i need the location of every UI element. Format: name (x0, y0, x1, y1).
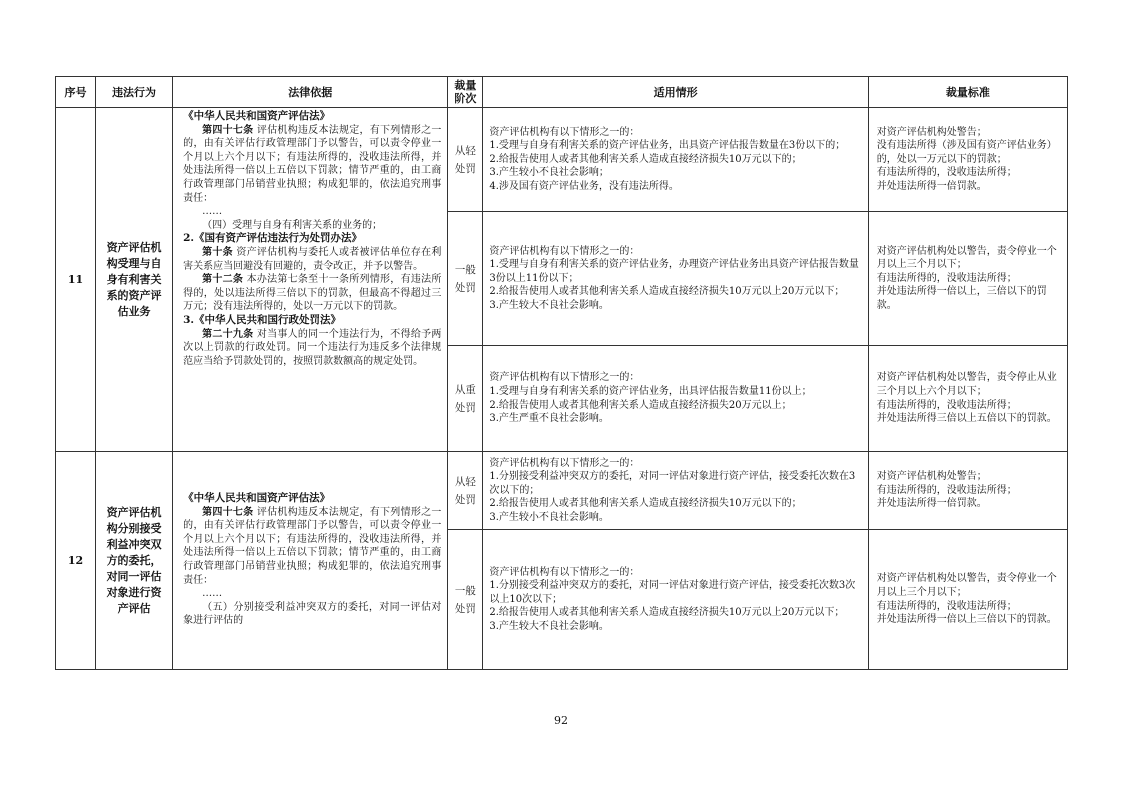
header-act: 违法行为 (96, 77, 173, 108)
row-number: 11 (56, 108, 96, 452)
article-title: 第十条 (202, 246, 233, 258)
legal-basis (173, 108, 448, 452)
discretion-standard: 对资产评估机构处警告； 有违法所得的，没收违法所得； 并处违法所得一倍罚款。 (868, 452, 1067, 530)
discretion-level: 从轻处罚 (448, 452, 483, 530)
discretion-level: 一般处罚 (448, 530, 483, 670)
page-number: 92 (554, 714, 568, 727)
discretion-level: 一般处罚 (448, 212, 483, 346)
discretion-standard: 对资产评估机构处以警告，责令停业一个月以上三个月以下； 有违法所得的，没收违法所得； 并处违法所得一倍以上，三倍以下的罚款。 (868, 212, 1067, 346)
discretion-level: 从轻处罚 (448, 108, 483, 212)
law-title: 《中华人民共和国资产评估法》 (183, 110, 331, 122)
article-text: 评估机构违反本法规定，有下列情形之一的，由有关评估行政管理部门予以警告，可以责令停业一个月以上六个月以下；有违法所得的，没收违法所得，并处违法所得一倍以上五倍以下罚款；情节严重的，由工商行政管理部门吊销营业执照；构成犯罪的，依法追究刑事责任： (183, 124, 442, 204)
header-basis: 法律依据 (173, 77, 448, 108)
article-text: 评估机构违反本法规定，有下列情形之一的，由有关评估行政管理部门予以警告，可以责令停业一个月以上六个月以下；有违法所得的，没收违法所得，并处违法所得一倍以上五倍以下罚款；情节严重的，由工商行政管理部门吊销营业执照；构成犯罪的，依法追究刑事责任： (183, 506, 442, 586)
legal-basis (173, 452, 448, 670)
discretion-level: 从重处罚 (448, 346, 483, 452)
article-title: 第二十九条 (202, 328, 254, 340)
law-title: 2.《国有资产评估违法行为处罚办法》 (183, 232, 363, 245)
violation-name: 资产评估机构分别接受利益冲突双方的委托，对同一评估对象进行资产评估 (96, 452, 173, 670)
table-row (56, 108, 1068, 212)
law-title: 《中华人民共和国资产评估法》 (183, 492, 331, 505)
article-title: 第四十七条 (202, 124, 254, 136)
ellipsis: …… (202, 588, 223, 600)
header-no: 序号 (56, 77, 96, 108)
violation-name: 资产评估机构受理与自身有利害关系的资产评估业务 (96, 108, 173, 452)
clause-item: （五）分别接受利益冲突双方的委托，对同一评估对象进行评估的 (183, 601, 442, 627)
header-situation: 适用情形 (483, 77, 868, 108)
row-number: 12 (56, 452, 96, 670)
article-text: 对当事人的同一个违法行为，不得给予两次以上罚款的行政处罚。同一个违法行为违反多个法律规范应当给予罚款处罚的，按照罚款数额高的规定处罚。 (183, 328, 442, 367)
applicable-situation: 资产评估机构有以下情形之一的： 1.分别接受利益冲突双方的委托，对同一评估对象进行资产评估，接受委托次数在3次以下的； 2.给报告使用人或者其他利害关系人造成直接经济损失10万元以下的； 3.产生较小不良社会影响。 (483, 452, 868, 530)
clause-item: （四）受理与自身有利害关系的业务的； (202, 219, 383, 231)
table-row (56, 452, 1068, 530)
discretion-standard: 对资产评估机构处以警告，责令停止从业三个月以上六个月以下； 有违法所得的，没收违法所得； 并处违法所得三倍以上五倍以下的罚款。 (868, 346, 1067, 452)
article-title: 第四十七条 (202, 506, 254, 518)
ellipsis: …… (202, 206, 223, 218)
applicable-situation: 资产评估机构有以下情形之一的： 1.受理与自身有利害关系的资产评估业务，出具评估报告数量11份以上； 2.给报告使用人或者其他利害关系人造成直接经济损失20万元以上； 3.产生严重不良社会影响。 (483, 346, 868, 452)
article-title: 第十二条 (202, 274, 244, 286)
discretion-standard: 对资产评估机构处警告； 没有违法所得（涉及国有资产评估业务）的，处以一万元以下的罚款； 有违法所得的，没收违法所得； 并处违法所得一倍罚款。 (868, 108, 1067, 212)
discretion-standard: 对资产评估机构处以警告，责令停业一个月以上三个月以下； 有违法所得的，没收违法所得； 并处违法所得一倍以上三倍以下的罚款。 (868, 530, 1067, 670)
table-header-row (56, 77, 1068, 108)
article-text: 本办法第七条至十一条所列情形，有违法所得的，处以违法所得三倍以下的罚款，但最高不得超过三万元；没有违法所得的，处以一万元以下的罚款。 (183, 274, 442, 313)
applicable-situation: 资产评估机构有以下情形之一的： 1.受理与自身有利害关系的资产评估业务，办理资产评估业务出具资产评估报告数量3份以上11份以下； 2.给报告使用人或者其他利害关系人造成直接经济损失10万元以上20万元以下； 3.产生较大不良社会影响。 (483, 212, 868, 346)
header-standard: 裁量标准 (868, 77, 1067, 108)
penalty-discretion-table (55, 76, 1068, 670)
article-text: 资产评估机构与委托人或者被评估单位存在利害关系应当回避没有回避的，责令改正，并予以警告。 (183, 246, 442, 272)
header-level: 裁量阶次 (448, 77, 483, 108)
applicable-situation: 资产评估机构有以下情形之一的： 1.受理与自身有利害关系的资产评估业务，出具资产评估报告数量在3份以下的； 2.给报告使用人或者其他利害关系人造成直接经济损失10万元以下的； 3.产生较小不良社会影响； 4.涉及国有资产评估业务，没有违法所得。 (483, 108, 868, 212)
law-title: 3.《中华人民共和国行政处罚法》 (183, 313, 342, 326)
applicable-situation: 资产评估机构有以下情形之一的： 1.分别接受利益冲突双方的委托，对同一评估对象进行资产评估，接受委托次数3次以上10次以下； 2.给报告使用人或者其他利害关系人造成直接经济损失10万元以上20万元以下； 3.产生较大不良社会影响。 (483, 530, 868, 670)
